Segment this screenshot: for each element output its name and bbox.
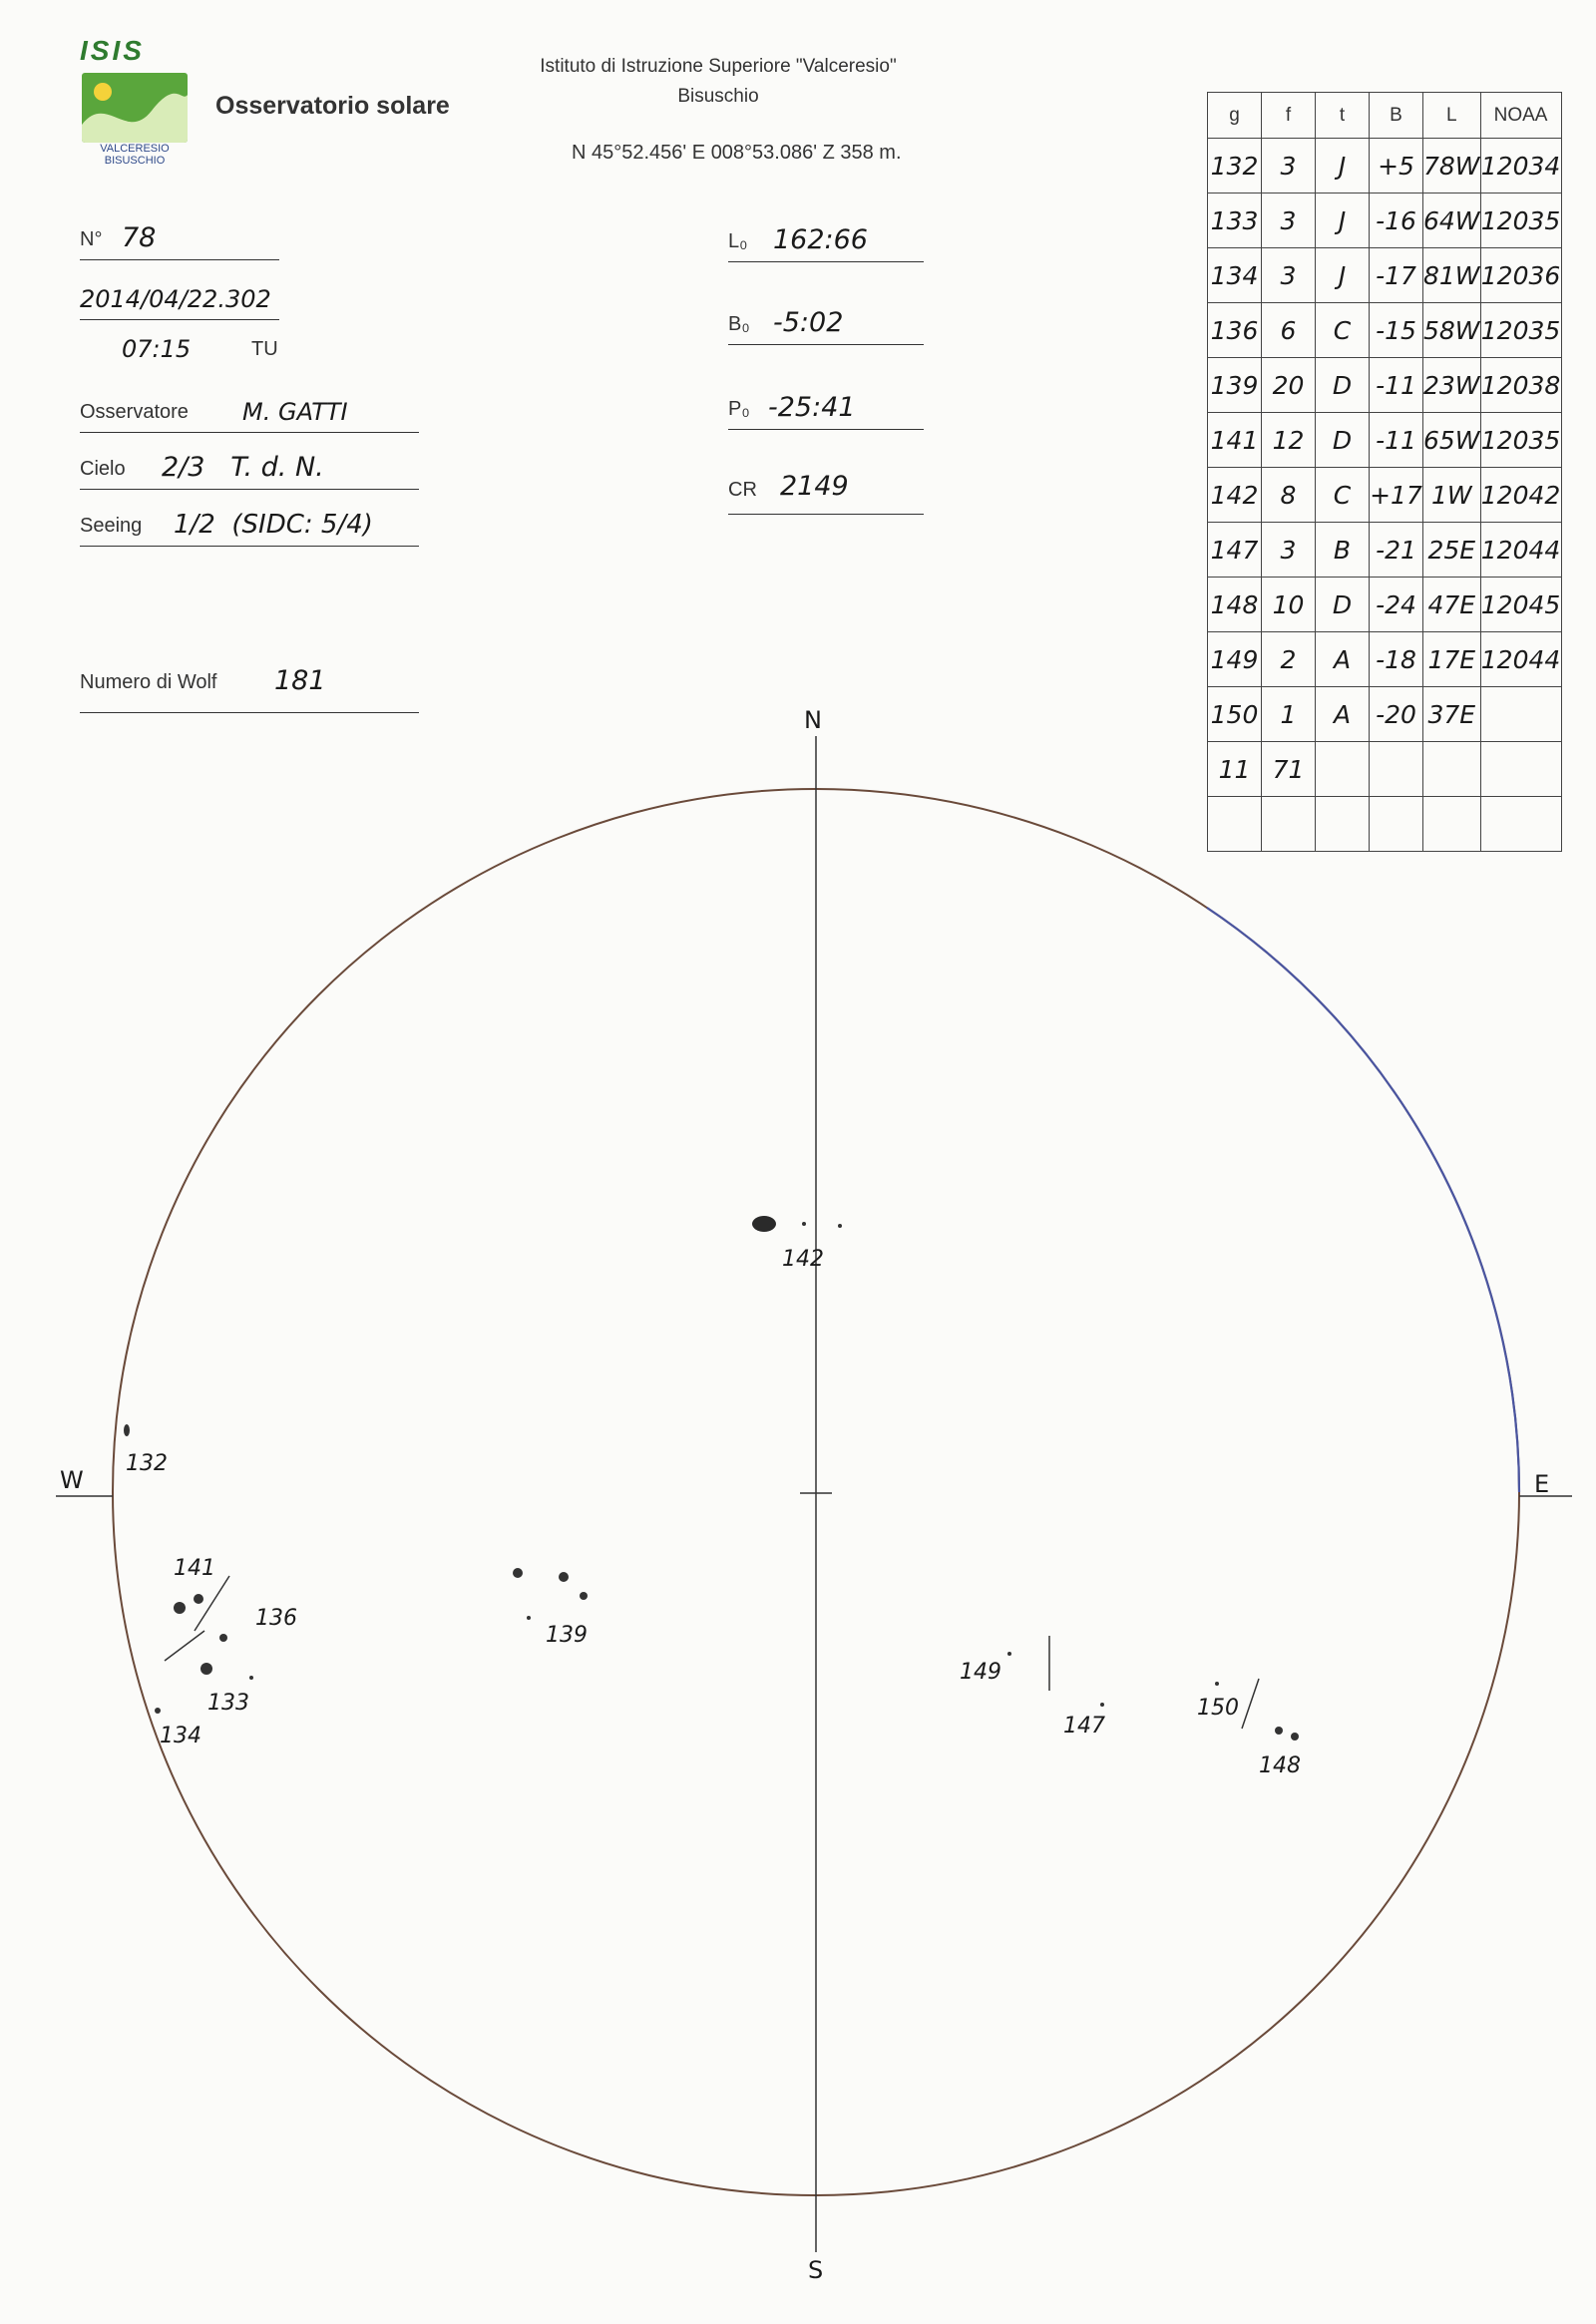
date-value: 2014/04/22.302 [80,285,271,313]
cell-B: -21 [1370,523,1423,578]
cell-t: A [1316,632,1370,687]
group-label: 142 [782,1247,824,1272]
cell-L: 17E [1423,632,1481,687]
cell-g: 11 [1208,742,1262,797]
cell-noaa: 12034 [1480,139,1561,194]
sunspot-133 [200,1663,212,1675]
cell-B: -11 [1370,358,1423,413]
time-unit: TU [251,338,278,360]
cell-L: 47E [1423,578,1481,632]
seeing-value: 1/2 (SIDC: 5/4) [174,510,373,540]
L0-label: L₀ [728,230,748,252]
sky-value: 2/3 T. d. N. [162,452,324,483]
cell-B: -15 [1370,303,1423,358]
sunspot-139a [513,1568,523,1578]
cell-f: 71 [1262,742,1316,797]
disk-limb-east-arc [1207,908,1519,1492]
cell-B: -16 [1370,194,1423,248]
P0-label: P₀ [728,398,750,420]
group-label: 139 [546,1623,588,1648]
group-label: 150 [1197,1696,1239,1721]
cell-B: -20 [1370,687,1423,742]
cell-f: 3 [1262,523,1316,578]
cell-B: -11 [1370,413,1423,468]
institute-name: Istituto di Istruzione Superiore "Valceresio" [540,56,897,77]
cell-g: 147 [1208,523,1262,578]
cell-t: C [1316,303,1370,358]
group-label: 136 [255,1606,297,1631]
group-label: 134 [160,1724,201,1748]
cell-noaa: 12038 [1480,358,1561,413]
cell-f: 3 [1262,194,1316,248]
L0-value: 162:66 [773,224,868,255]
cell-t: A [1316,687,1370,742]
cell-f: 3 [1262,139,1316,194]
sunspot-149 [1007,1652,1011,1656]
cell-B: -24 [1370,578,1423,632]
sky-label: Cielo [80,458,126,480]
sunspot-142-leader [752,1216,776,1232]
observatory-title: Osservatorio solare [215,92,450,120]
wolf-value: 181 [274,665,326,696]
cell-g: 134 [1208,248,1262,303]
cell-g: 149 [1208,632,1262,687]
group-label: 133 [207,1691,249,1716]
time-value: 07:15 [122,335,192,363]
cell-g: 148 [1208,578,1262,632]
logo-wordmark: ISIS [80,35,145,66]
cell-noaa: 12045 [1480,578,1561,632]
cell-noaa: 12035 [1480,194,1561,248]
sunspot-134 [155,1708,161,1714]
group-label: 149 [960,1660,1001,1685]
sunspot-150 [1215,1682,1219,1686]
cell-g: 139 [1208,358,1262,413]
sunspot-139b [559,1572,569,1582]
divider-line-b [165,1631,204,1661]
cell-B: +5 [1370,139,1423,194]
cell-f: 20 [1262,358,1316,413]
col-header-B: B [1370,93,1423,139]
cell-noaa: 12036 [1480,248,1561,303]
seeing-label: Seeing [80,515,143,537]
west-label: W [60,1466,84,1494]
cell-L: 37E [1423,687,1481,742]
number-label: N° [80,228,103,250]
cell-L: 81W [1423,248,1481,303]
cell-g: 142 [1208,468,1262,523]
cell-L: 23W [1423,358,1481,413]
sunspot-136 [219,1634,227,1642]
group-label: 148 [1259,1753,1301,1778]
group-label: 141 [174,1556,215,1581]
cell-g: 133 [1208,194,1262,248]
cell-g: 141 [1208,413,1262,468]
sunspot-148b [1291,1733,1299,1741]
cell-L: 1W [1423,468,1481,523]
cell-L: 25E [1423,523,1481,578]
col-header-t: t [1316,93,1370,139]
cell-L: 64W [1423,194,1481,248]
cell-t: D [1316,578,1370,632]
group-label: 147 [1063,1714,1105,1739]
number-value: 78 [122,222,157,253]
wolf-label: Numero di Wolf [80,671,217,693]
cell-noaa: 12044 [1480,632,1561,687]
cell-f: 12 [1262,413,1316,468]
cell-L: 65W [1423,413,1481,468]
logo-text-line1: VALCERESIO [100,143,170,155]
cell-B: -18 [1370,632,1423,687]
sunspot-147 [1100,1703,1104,1707]
sunspot-139d [527,1616,531,1620]
cell-f: 3 [1262,248,1316,303]
cell-f: 6 [1262,303,1316,358]
divider-line-d [1242,1679,1259,1729]
observatory-coordinates: N 45°52.456' E 008°53.086' Z 358 m. [572,142,902,164]
group-label: 132 [126,1451,168,1476]
observer-label: Osservatore [80,401,189,423]
col-header-noaa: NOAA [1480,93,1561,139]
cell-t: B [1316,523,1370,578]
col-header-L: L [1423,93,1481,139]
cell-L: 78W [1423,139,1481,194]
cell-g: 132 [1208,139,1262,194]
B0-label: B₀ [728,313,750,335]
sunspot-148a [1275,1727,1283,1735]
cell-noaa: 12042 [1480,468,1561,523]
cell-f: 1 [1262,687,1316,742]
sunspot-132 [124,1424,130,1436]
cell-g: 136 [1208,303,1262,358]
institute-town: Bisuschio [677,86,759,107]
cell-B: -17 [1370,248,1423,303]
col-header-f: f [1262,93,1316,139]
sunspot-142-follower-b [838,1224,842,1228]
cell-noaa: 12044 [1480,523,1561,578]
cell-L: 58W [1423,303,1481,358]
logo-text-line2: BISUSCHIO [104,155,166,167]
sunspot-133-follower [249,1676,253,1680]
cell-f: 8 [1262,468,1316,523]
cell-f: 2 [1262,632,1316,687]
cell-f: 10 [1262,578,1316,632]
cell-noaa: 12035 [1480,413,1561,468]
cell-t: J [1316,194,1370,248]
observer-value: M. GATTI [242,398,348,426]
col-header-g: g [1208,93,1262,139]
sunspot-139c [580,1592,588,1600]
B0-value: -5:02 [773,307,844,338]
cell-g: 150 [1208,687,1262,742]
sunspot-141b [194,1594,203,1604]
P0-value: -25:41 [768,392,856,423]
sunspot-142-follower [802,1222,806,1226]
cell-t: D [1316,358,1370,413]
cell-noaa: 12035 [1480,303,1561,358]
north-label: N [804,706,822,734]
cell-t: J [1316,139,1370,194]
south-label: S [808,2256,824,2284]
cell-B: +17 [1370,468,1423,523]
sunspot-141a [174,1602,186,1614]
east-label: E [1534,1470,1550,1498]
cell-t: C [1316,468,1370,523]
CR-value: 2149 [780,471,849,502]
CR-label: CR [728,479,757,501]
cell-t: D [1316,413,1370,468]
cell-t: J [1316,248,1370,303]
